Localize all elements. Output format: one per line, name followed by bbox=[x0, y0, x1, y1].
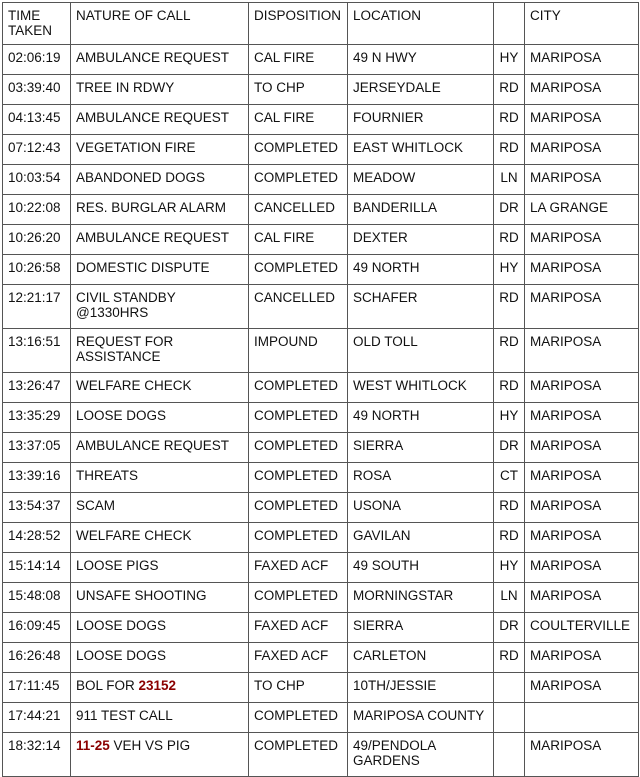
table-row bbox=[3, 329, 639, 373]
table-row bbox=[3, 613, 639, 643]
table-row bbox=[3, 255, 639, 285]
nature-code-highlight: 23152 bbox=[138, 678, 177, 693]
cell-city: MARIPOSA bbox=[525, 463, 639, 493]
nature-text-prefix: BOL FOR bbox=[76, 678, 139, 693]
table-row bbox=[3, 285, 639, 329]
cell-city: MARIPOSA bbox=[525, 45, 639, 75]
cell-street-type: HY bbox=[494, 403, 525, 433]
table-row bbox=[3, 373, 639, 403]
cell-disposition: FAXED ACF bbox=[249, 613, 348, 643]
cell-city: MARIPOSA bbox=[525, 493, 639, 523]
cell-nature-of-call: WELFARE CHECK bbox=[71, 373, 249, 403]
cell-location: WEST WHITLOCK bbox=[348, 373, 494, 403]
cell-disposition: COMPLETED bbox=[249, 135, 348, 165]
cell-disposition: IMPOUND bbox=[249, 329, 348, 373]
cell-street-type: HY bbox=[494, 255, 525, 285]
cell-nature-of-call: UNSAFE SHOOTING bbox=[71, 583, 249, 613]
cell-disposition: CAL FIRE bbox=[249, 45, 348, 75]
cell-location: USONA bbox=[348, 493, 494, 523]
cell-street-type: DR bbox=[494, 433, 525, 463]
table-header bbox=[3, 3, 639, 45]
cell-nature-of-call: THREATS bbox=[71, 463, 249, 493]
cell-city bbox=[525, 703, 639, 733]
table-row bbox=[3, 463, 639, 493]
cell-location: 49 N HWY bbox=[348, 45, 494, 75]
cell-time-taken: 04:13:45 bbox=[3, 105, 71, 135]
cell-time-taken: 16:26:48 bbox=[3, 643, 71, 673]
table-row bbox=[3, 135, 639, 165]
cell-nature-of-call: WELFARE CHECK bbox=[71, 523, 249, 553]
table-row bbox=[3, 703, 639, 733]
cell-disposition: COMPLETED bbox=[249, 523, 348, 553]
table-row bbox=[3, 105, 639, 135]
header-nature-of-call: NATURE OF CALL bbox=[71, 3, 249, 45]
cell-disposition: COMPLETED bbox=[249, 733, 348, 777]
cell-location: 49 SOUTH bbox=[348, 553, 494, 583]
cell-street-type: CT bbox=[494, 463, 525, 493]
cell-location: ROSA bbox=[348, 463, 494, 493]
table-row bbox=[3, 583, 639, 613]
cell-location: CARLETON bbox=[348, 643, 494, 673]
cell-time-taken: 12:21:17 bbox=[3, 285, 71, 329]
table-row bbox=[3, 523, 639, 553]
cell-nature-of-call: 911 TEST CALL bbox=[71, 703, 249, 733]
cell-nature-of-call bbox=[71, 733, 249, 777]
cell-nature-of-call: REQUEST FOR ASSISTANCE bbox=[71, 329, 249, 373]
cell-street-type: LN bbox=[494, 165, 525, 195]
cell-time-taken: 18:32:14 bbox=[3, 733, 71, 777]
table-row bbox=[3, 165, 639, 195]
cell-location: FOURNIER bbox=[348, 105, 494, 135]
cell-time-taken: 03:39:40 bbox=[3, 75, 71, 105]
cell-street-type: RD bbox=[494, 493, 525, 523]
cell-city: MARIPOSA bbox=[525, 643, 639, 673]
cell-city: COULTERVILLE bbox=[525, 613, 639, 643]
cell-street-type bbox=[494, 733, 525, 777]
cell-street-type: RD bbox=[494, 643, 525, 673]
cell-nature-of-call: ABANDONED DOGS bbox=[71, 165, 249, 195]
cell-nature-of-call: TREE IN RDWY bbox=[71, 75, 249, 105]
cell-street-type: RD bbox=[494, 105, 525, 135]
cell-city: MARIPOSA bbox=[525, 523, 639, 553]
table-row bbox=[3, 733, 639, 777]
cell-street-type: HY bbox=[494, 553, 525, 583]
cell-time-taken: 07:12:43 bbox=[3, 135, 71, 165]
cell-nature-of-call: VEGETATION FIRE bbox=[71, 135, 249, 165]
table-row bbox=[3, 553, 639, 583]
table-body bbox=[3, 45, 639, 777]
cell-disposition: FAXED ACF bbox=[249, 643, 348, 673]
cell-time-taken: 15:48:08 bbox=[3, 583, 71, 613]
header-location: LOCATION bbox=[348, 3, 494, 45]
cell-disposition: COMPLETED bbox=[249, 433, 348, 463]
cell-disposition: TO CHP bbox=[249, 673, 348, 703]
cell-city: MARIPOSA bbox=[525, 105, 639, 135]
cell-street-type: RD bbox=[494, 373, 525, 403]
cell-time-taken: 17:11:45 bbox=[3, 673, 71, 703]
table-row bbox=[3, 403, 639, 433]
cell-street-type: RD bbox=[494, 329, 525, 373]
cell-street-type bbox=[494, 673, 525, 703]
cell-location: 49 NORTH bbox=[348, 403, 494, 433]
cell-disposition: COMPLETED bbox=[249, 255, 348, 285]
cell-street-type: HY bbox=[494, 45, 525, 75]
cell-time-taken: 13:54:37 bbox=[3, 493, 71, 523]
cell-disposition: COMPLETED bbox=[249, 373, 348, 403]
cell-location: 49/PENDOLA GARDENS bbox=[348, 733, 494, 777]
cell-street-type: RD bbox=[494, 523, 525, 553]
cell-location: GAVILAN bbox=[348, 523, 494, 553]
cell-time-taken: 13:16:51 bbox=[3, 329, 71, 373]
cell-disposition: COMPLETED bbox=[249, 165, 348, 195]
cell-disposition: CAL FIRE bbox=[249, 225, 348, 255]
cell-disposition: TO CHP bbox=[249, 75, 348, 105]
cell-city: MARIPOSA bbox=[525, 733, 639, 777]
cell-city: MARIPOSA bbox=[525, 255, 639, 285]
cell-time-taken: 10:03:54 bbox=[3, 165, 71, 195]
cell-street-type bbox=[494, 703, 525, 733]
cell-disposition: CANCELLED bbox=[249, 285, 348, 329]
cell-disposition: CAL FIRE bbox=[249, 105, 348, 135]
cell-location: DEXTER bbox=[348, 225, 494, 255]
cell-time-taken: 15:14:14 bbox=[3, 553, 71, 583]
cell-time-taken: 10:22:08 bbox=[3, 195, 71, 225]
cell-time-taken: 10:26:20 bbox=[3, 225, 71, 255]
cell-location: EAST WHITLOCK bbox=[348, 135, 494, 165]
cell-location: 10TH/JESSIE bbox=[348, 673, 494, 703]
cell-nature-of-call: AMBULANCE REQUEST bbox=[71, 105, 249, 135]
table-row bbox=[3, 433, 639, 463]
nature-code-highlight: 11-25 bbox=[76, 738, 110, 753]
cell-nature-of-call bbox=[71, 673, 249, 703]
cell-location: 49 NORTH bbox=[348, 255, 494, 285]
cell-city: MARIPOSA bbox=[525, 75, 639, 105]
cell-disposition: CANCELLED bbox=[249, 195, 348, 225]
table-row bbox=[3, 643, 639, 673]
table-row bbox=[3, 673, 639, 703]
cell-disposition: COMPLETED bbox=[249, 403, 348, 433]
header-row bbox=[3, 3, 639, 45]
header-disposition: DISPOSITION bbox=[249, 3, 348, 45]
cell-street-type: DR bbox=[494, 195, 525, 225]
cell-nature-of-call: DOMESTIC DISPUTE bbox=[71, 255, 249, 285]
cell-city: MARIPOSA bbox=[525, 373, 639, 403]
cell-location: MARIPOSA COUNTY bbox=[348, 703, 494, 733]
table-row bbox=[3, 493, 639, 523]
header-time-taken: TIME TAKEN bbox=[3, 3, 71, 45]
cell-location: SIERRA bbox=[348, 433, 494, 463]
cell-time-taken: 13:26:47 bbox=[3, 373, 71, 403]
cell-city: LA GRANGE bbox=[525, 195, 639, 225]
cell-location: JERSEYDALE bbox=[348, 75, 494, 105]
cell-location: SIERRA bbox=[348, 613, 494, 643]
cell-city: MARIPOSA bbox=[525, 553, 639, 583]
cell-time-taken: 13:39:16 bbox=[3, 463, 71, 493]
cell-location: MEADOW bbox=[348, 165, 494, 195]
cell-city: MARIPOSA bbox=[525, 403, 639, 433]
cell-nature-of-call: LOOSE PIGS bbox=[71, 553, 249, 583]
table-row bbox=[3, 45, 639, 75]
cell-street-type: RD bbox=[494, 285, 525, 329]
cell-nature-of-call: LOOSE DOGS bbox=[71, 403, 249, 433]
cell-nature-of-call: SCAM bbox=[71, 493, 249, 523]
cell-time-taken: 02:06:19 bbox=[3, 45, 71, 75]
cell-city: MARIPOSA bbox=[525, 673, 639, 703]
table-row bbox=[3, 225, 639, 255]
cell-nature-of-call: AMBULANCE REQUEST bbox=[71, 433, 249, 463]
cell-location: SCHAFER bbox=[348, 285, 494, 329]
table-row bbox=[3, 75, 639, 105]
cell-disposition: COMPLETED bbox=[249, 703, 348, 733]
cell-street-type: RD bbox=[494, 135, 525, 165]
cell-city: MARIPOSA bbox=[525, 329, 639, 373]
cell-street-type: RD bbox=[494, 75, 525, 105]
cell-nature-of-call: LOOSE DOGS bbox=[71, 613, 249, 643]
cell-city: MARIPOSA bbox=[525, 583, 639, 613]
cell-disposition: COMPLETED bbox=[249, 493, 348, 523]
header-city: CITY bbox=[525, 3, 639, 45]
cell-time-taken: 10:26:58 bbox=[3, 255, 71, 285]
cell-street-type: RD bbox=[494, 225, 525, 255]
cell-nature-of-call: LOOSE DOGS bbox=[71, 643, 249, 673]
nature-text-suffix: VEH VS PIG bbox=[109, 738, 191, 753]
cell-time-taken: 14:28:52 bbox=[3, 523, 71, 553]
cell-nature-of-call: CIVIL STANDBY @1330HRS bbox=[71, 285, 249, 329]
cell-time-taken: 17:44:21 bbox=[3, 703, 71, 733]
cell-city: MARIPOSA bbox=[525, 433, 639, 463]
cell-street-type: DR bbox=[494, 613, 525, 643]
cell-location: OLD TOLL bbox=[348, 329, 494, 373]
call-log-table bbox=[2, 2, 639, 777]
header-street-type bbox=[494, 3, 525, 45]
table-row bbox=[3, 195, 639, 225]
cell-time-taken: 13:37:05 bbox=[3, 433, 71, 463]
cell-street-type: LN bbox=[494, 583, 525, 613]
cell-nature-of-call: AMBULANCE REQUEST bbox=[71, 45, 249, 75]
cell-city: MARIPOSA bbox=[525, 135, 639, 165]
cell-nature-of-call: RES. BURGLAR ALARM bbox=[71, 195, 249, 225]
cell-city: MARIPOSA bbox=[525, 225, 639, 255]
cell-location: BANDERILLA bbox=[348, 195, 494, 225]
cell-city: MARIPOSA bbox=[525, 165, 639, 195]
cell-time-taken: 16:09:45 bbox=[3, 613, 71, 643]
cell-disposition: COMPLETED bbox=[249, 463, 348, 493]
cell-disposition: COMPLETED bbox=[249, 583, 348, 613]
cell-disposition: FAXED ACF bbox=[249, 553, 348, 583]
cell-city: MARIPOSA bbox=[525, 285, 639, 329]
cell-location: MORNINGSTAR bbox=[348, 583, 494, 613]
cell-time-taken: 13:35:29 bbox=[3, 403, 71, 433]
cell-nature-of-call: AMBULANCE REQUEST bbox=[71, 225, 249, 255]
